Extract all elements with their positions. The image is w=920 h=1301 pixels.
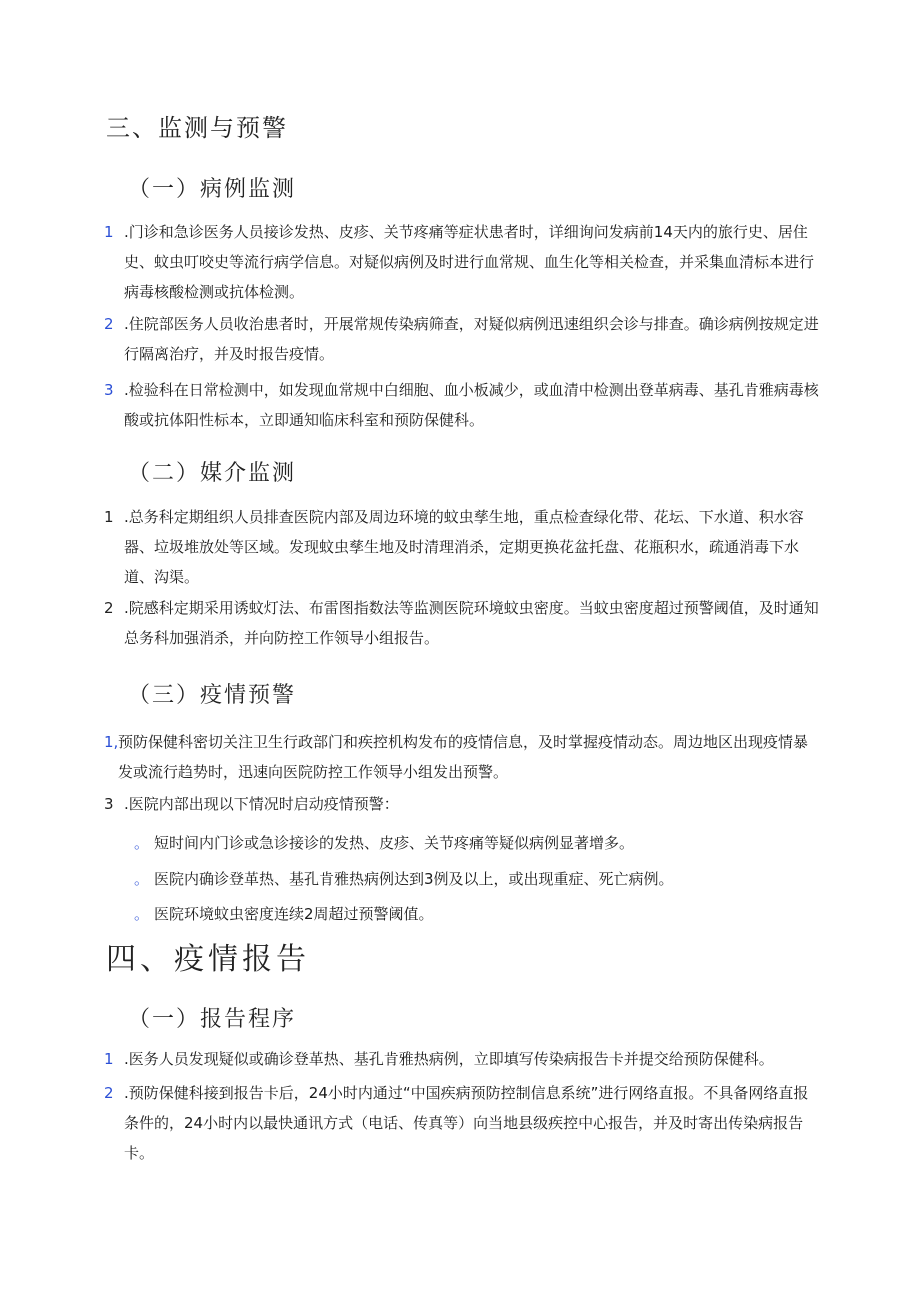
item-number: 1 [104, 508, 114, 526]
item-text: .检验科在日常检测中，如发现血常规中白细胞、血小板减少，或血清中检测出登革病毒、基孔肯雅病毒核酸或抗体阳性标本，立即通知临床科室和预防保健科。 [124, 381, 819, 429]
list-item [104, 309, 820, 369]
item-text: .医务人员发现疑似或确诊登革热、基孔肯雅热病例，立即填写传染病报告卡并提交给预防保健科。 [124, 1050, 774, 1068]
list-item [104, 789, 820, 819]
item-number: 3 [104, 795, 114, 813]
section-3-heading: 三、监测与预警 [106, 114, 288, 142]
item-number: 1 [104, 223, 114, 241]
bullet-mark: 。 [134, 834, 150, 852]
section-4-heading: 四、疫情报告 [106, 942, 310, 977]
bullet-item [134, 864, 814, 894]
item-text: 预防保健科密切关注卫生行政部门和疾控机构发布的疫情信息，及时掌握疫情动态。周边地区出现疫情暴发或流行趋势时，迅速向医院防控工作领导小组发出预警。 [118, 733, 809, 781]
list-item [104, 727, 820, 787]
list-item [104, 1044, 820, 1074]
bullet-text: 医院内确诊登革热、基孔肯雅热病例达到3例及以上，或出现重症、死亡病例。 [154, 870, 674, 888]
item-number: 2 [104, 599, 114, 617]
bullet-item [134, 828, 814, 858]
list-item [104, 375, 820, 435]
section-4-1-heading: （一）报告程序 [128, 1007, 297, 1032]
item-number: 1, [104, 733, 119, 751]
item-text: .住院部医务人员收治患者时，开展常规传染病筛查，对疑似病例迅速组织会诊与排查。确诊病例按规定进行隔离治疗，并及时报告疫情。 [124, 315, 819, 363]
bullet-mark: 。 [134, 905, 150, 923]
list-item [104, 217, 820, 307]
item-text: .总务科定期组织人员排查医院内部及周边环境的蚊虫孳生地，重点检查绿化带、花坛、下水道、积水容器、垃圾堆放处等区域。发现蚊虫孳生地及时清理消杀，定期更换花盆托盘、花瓶积水，疏通消毒下水道、沟渠。 [124, 508, 804, 586]
list-item [104, 502, 820, 592]
item-number: 3 [104, 381, 114, 399]
item-number: 1 [104, 1050, 114, 1068]
item-text: .门诊和急诊医务人员接诊发热、皮疹、关节疼痛等症状患者时，详细询问发病前14天内的旅行史、居住史、蚊虫叮咬史等流行病学信息。对疑似病例及时进行血常规、血生化等相关检查，并采集血清标本进行病毒核酸检测或抗体检测。 [124, 223, 815, 301]
section-3-1-heading: （一）病例监测 [128, 177, 297, 202]
bullet-mark: 。 [134, 870, 150, 888]
item-text: .预防保健科接到报告卡后，24小时内通过“中国疾病预防控制信息系统”进行网络直报。不具备网络直报条件的，24小时内以最快通讯方式（电话、传真等）向当地县级疾控中心报告，并及时寄出传染病报告卡。 [124, 1084, 809, 1162]
item-text: .院感科定期采用诱蚊灯法、布雷图指数法等监测医院环境蚊虫密度。当蚊虫密度超过预警阈值，及时通知总务科加强消杀，并向防控工作领导小组报告。 [124, 599, 819, 647]
item-number: 2 [104, 315, 114, 333]
item-number: 2 [104, 1084, 114, 1102]
bullet-text: 医院环境蚊虫密度连续2周超过预警阈值。 [154, 905, 434, 923]
bullet-item [134, 899, 814, 929]
section-3-3-heading: （三）疫情预警 [128, 683, 297, 708]
list-item [104, 593, 820, 653]
list-item [104, 1078, 820, 1168]
section-3-2-heading: （二）媒介监测 [128, 461, 297, 486]
item-text: .医院内部出现以下情况时启动疫情预警： [124, 795, 399, 813]
bullet-text: 短时间内门诊或急诊接诊的发热、皮疹、关节疼痛等疑似病例显著增多。 [154, 834, 635, 852]
